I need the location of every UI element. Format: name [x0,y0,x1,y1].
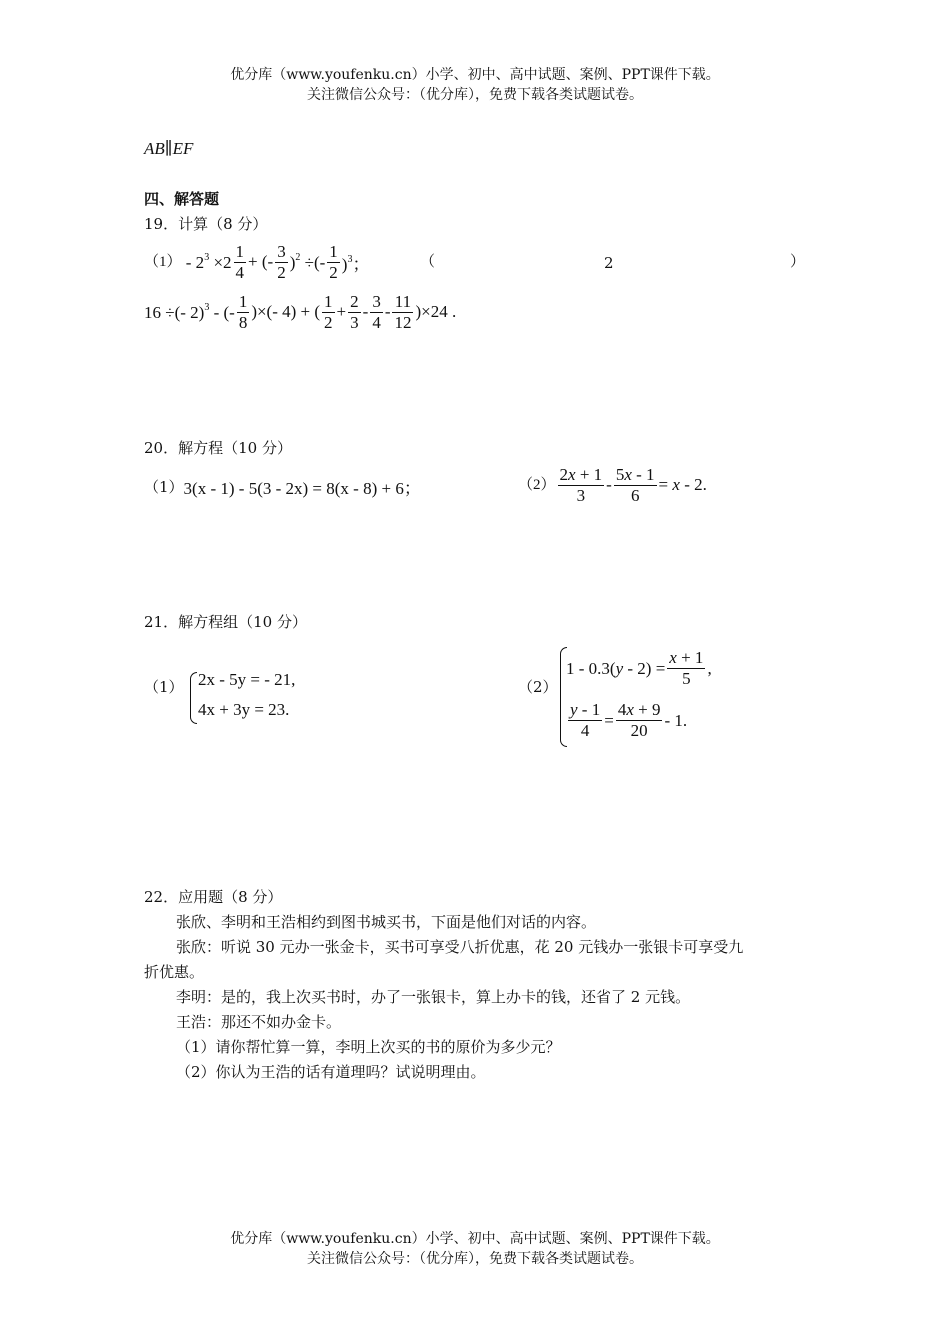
page-footer-line1: 优分库（www.youfenku.cn）小学、初中、高中试题、案例、PPT课件下载。 [230,1231,720,1247]
q19-part2-expression: 16 ÷(- 2)$^3$ - (- $\frac{1}{8}$ )×(- 4) + ( $\frac{1}{2}$ + $\frac{2}{3}$ - $\frac{3}{4}$ - $\frac{11}{12}$ )×24 . [144,291,457,332]
q22-title: 22．应用题（8 分） [144,888,283,906]
q20-part1-expression: 3(x - 1) - 5(3 - 2x) = 8(x - 8) + 6； [183,479,421,498]
q21-part1-brace [190,672,197,724]
q22-question2: （2）你认为王浩的话有道理吗？试说明理由。 [176,1063,486,1081]
q19-part1: （1） - $2^3 \times 2$ $\frac{1}{4}$ + (- $\frac{3}{2}$ )$^2$ ÷(- $\frac{1}{2}$ )$^3$； [144,241,370,282]
q21-part2-eq1: 1 - 0.3(y - 2) = $\frac{x + 1}{5}$ , [566,648,712,688]
q22-question1: （1）请你帮忙算一算，李明上次买的书的原价为多少元？ [176,1038,561,1056]
q20-part1-label: （1） [144,477,184,496]
q21-part2-label: （2） [518,678,558,696]
q19-title: 19．计算（8 分） [144,215,268,233]
q19-part1-label: （1） [144,254,182,270]
q19-part2-label: 2 [604,254,614,272]
q21-part2-eq2: $\frac{y - 1}{4}$ = $\frac{4x + 9}{20}$ - 1. [570,700,688,740]
q22-line-liming: 李明：是的，我上次买书时，办了一张银卡，算上办卡的钱，还省了 2 元钱。 [176,988,691,1006]
q19-part2-open: （ [420,252,436,270]
q21-part1-eq1: 2x - 5y = - 21, [198,670,296,689]
page-header-line1: 优分库（www.youfenku.cn）小学、初中、高中试题、案例、PPT课件下载。 [230,67,720,83]
q20-part2-label: （2） [518,477,556,493]
parallel-answer: AB∥EF [144,139,194,158]
q21-title: 21．解方程组（10 分） [144,613,307,631]
q22-line-zhangxin: 张欣：听说 30 元办一张金卡，买书可享受八折优惠，花 20 元钱办一张银卡可享受九 [176,938,744,956]
q22-line-wanghao: 王浩：那还不如办金卡。 [176,1013,342,1031]
q19-part2-close: ） [790,252,806,270]
q21-part1-eq2: 4x + 3y = 23. [198,700,290,719]
q22-line-zhangxin-cont: 折优惠。 [144,963,205,981]
q21-part1-label: （1） [144,678,184,696]
page-header-line2: 关注微信公众号：（优分库），免费下载各类试题试卷。 [307,87,643,103]
q20-part2: （2） $\frac{2x + 1}{3}$ - $\frac{5x - 1}{6}$ = x - 2. [518,464,707,505]
section-title: 四、解答题 [144,190,220,208]
q20-title: 20．解方程（10 分） [144,439,292,457]
page-footer-line2: 关注微信公众号：（优分库），免费下载各类试题试卷。 [307,1251,643,1267]
q22-line-intro: 张欣、李明和王浩相约到图书城买书，下面是他们对话的内容。 [176,913,597,931]
q20-part1 [144,474,421,499]
